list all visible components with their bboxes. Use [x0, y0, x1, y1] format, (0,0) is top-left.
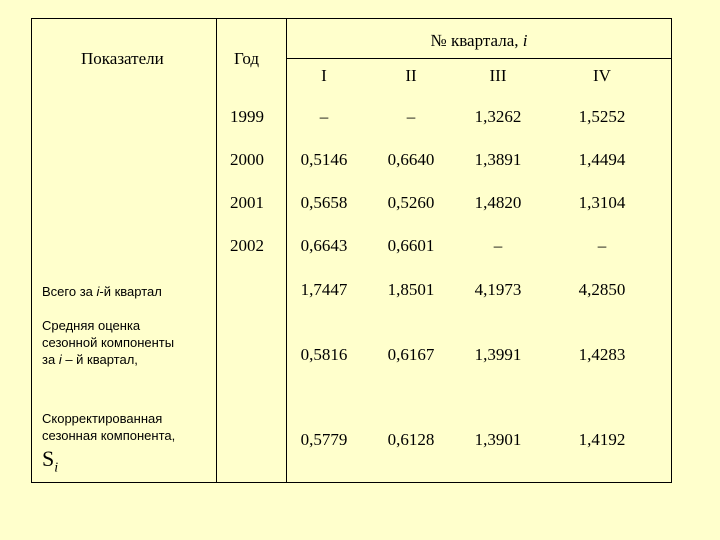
table-cell: 0,6640 [387, 150, 435, 169]
quarter-header-divider [286, 58, 672, 59]
seasonal-component-table [31, 18, 672, 482]
row-year: 2002 [230, 236, 264, 255]
table-cell: 0,6128 [387, 430, 435, 449]
table-cell: 1,3991 [474, 345, 522, 364]
header-quarter-title: № квартала, i [430, 31, 528, 50]
table-border-bottom [31, 482, 672, 483]
table-cell: 4,2850 [578, 280, 626, 299]
table-cell: 1,5252 [578, 107, 626, 126]
table-cell: 1,3104 [578, 193, 626, 212]
table-cell: 4,1973 [474, 280, 522, 299]
header-quarter-2: II [405, 66, 417, 85]
table-cell: 1,3262 [474, 107, 522, 126]
header-quarter-3: III [489, 66, 507, 85]
table-cell: 0,5260 [387, 193, 435, 212]
seasonal-symbol: $S_i$ [42, 446, 59, 476]
table-cell: – [597, 236, 607, 255]
table-cell: 1,4820 [474, 193, 522, 212]
row-label-average-seasonal: Средняя оценка сезонной компоненты за i – й квартал, [42, 318, 175, 367]
table-cell: – [493, 236, 503, 255]
row-year: 2000 [230, 150, 264, 169]
table-cell: 0,6167 [387, 345, 435, 364]
row-year: 2001 [230, 193, 264, 212]
table-cell: 0,6643 [300, 236, 348, 255]
table-cell: 0,6601 [387, 236, 435, 255]
table-cell: 0,5658 [300, 193, 348, 212]
table-cell: 1,4494 [578, 150, 626, 169]
header-quarter-4: IV [593, 66, 611, 85]
table-cell: 1,7447 [300, 280, 348, 299]
table-cell: – [406, 107, 416, 126]
column-divider-indicators [216, 18, 217, 483]
table-cell: 1,4192 [578, 430, 626, 449]
table-cell: 1,3901 [474, 430, 522, 449]
row-label-adjusted-seasonal: Скорректированная сезонная компонента, [42, 411, 176, 443]
table-cell: 0,5779 [300, 430, 348, 449]
column-divider-year [286, 18, 287, 483]
table-border-top [31, 18, 672, 19]
table-cell: 0,5816 [300, 345, 348, 364]
header-year: Год [234, 49, 259, 68]
table-border-right [671, 18, 672, 483]
table-cell: 1,8501 [387, 280, 435, 299]
row-label-total: Всего за i-й квартал [42, 284, 162, 299]
table-cell: – [319, 107, 329, 126]
table-cell: 1,4283 [578, 345, 626, 364]
header-indicators: Показатели [81, 49, 164, 68]
row-year: 1999 [230, 107, 264, 126]
header-quarter-1: I [321, 66, 327, 85]
table-cell: 1,3891 [474, 150, 522, 169]
table-border-left [31, 18, 32, 483]
table-cell: 0,5146 [300, 150, 348, 169]
